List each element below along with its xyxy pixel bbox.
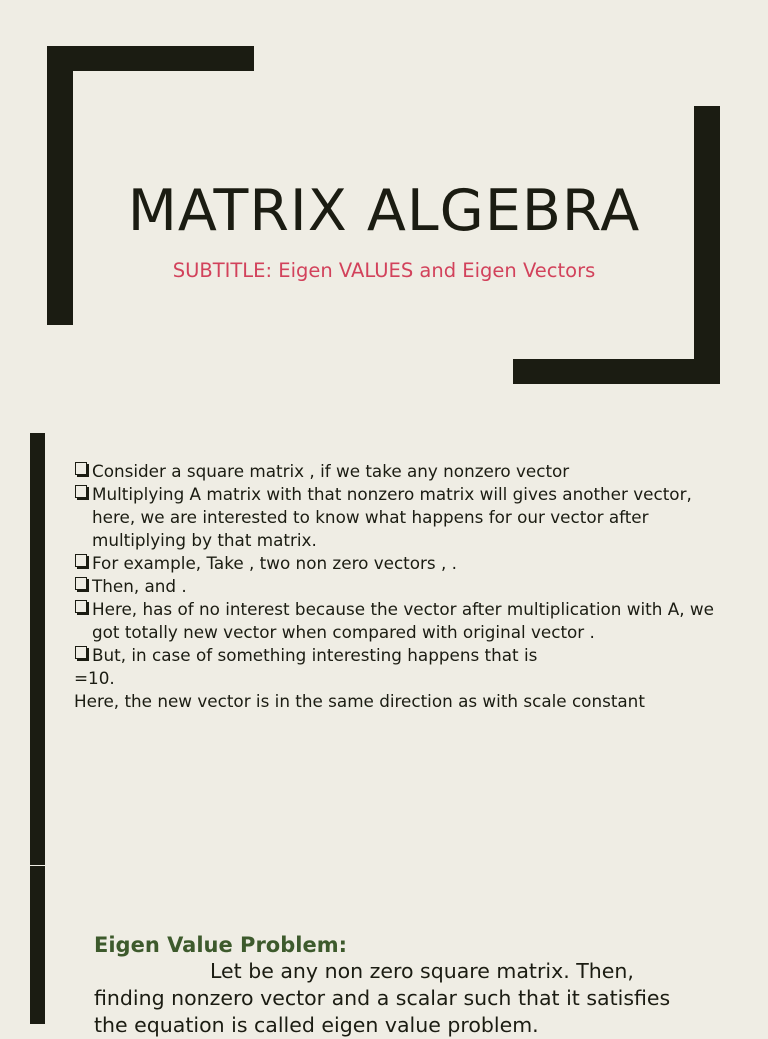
frame-bottom-right-vertical bbox=[694, 106, 720, 384]
continuation-line: Here, the new vector is in the same direction as with scale constant bbox=[74, 691, 645, 711]
checkbox-bullet-icon bbox=[75, 646, 87, 659]
checkbox-bullet-icon bbox=[75, 577, 87, 590]
list-item bbox=[74, 483, 714, 552]
bullet-text: Then, and . bbox=[92, 576, 187, 596]
frame-bottom-right-horizontal bbox=[513, 359, 720, 384]
bullet-text: For example, Take , two non zero vectors , . bbox=[92, 553, 458, 573]
list-item bbox=[74, 460, 714, 483]
frame-top-left-horizontal bbox=[47, 46, 254, 71]
section-body: Let be any non zero square matrix. Then, finding nonzero vector and a scalar such that it satisfies the equation is called eigen value problem. bbox=[94, 959, 671, 1037]
list-item bbox=[74, 644, 714, 667]
checkbox-bullet-icon bbox=[75, 462, 87, 475]
list-item bbox=[74, 552, 714, 575]
checkbox-bullet-icon bbox=[75, 485, 87, 498]
slide3-accent-bar bbox=[30, 866, 45, 1024]
bullet-text: But, in case of something interesting happens that is bbox=[92, 645, 538, 665]
bullet-text: Here, has of no interest because the vector after multiplication with A, we got totally new vector when compared with original vector . bbox=[92, 599, 714, 642]
slide2-accent-bar bbox=[30, 433, 45, 865]
list-item bbox=[74, 575, 714, 598]
checkbox-bullet-icon bbox=[75, 554, 87, 567]
bullet-text: Multiplying A matrix with that nonzero matrix will gives another vector, here, we are interested to know what happens for our vector after multiplying by that matrix. bbox=[92, 484, 692, 550]
section-heading: Eigen Value Problem: bbox=[94, 933, 347, 957]
slide-title: MATRIX ALGEBRA bbox=[127, 178, 641, 244]
checkbox-bullet-icon bbox=[75, 600, 87, 613]
continuation-line: =10. bbox=[74, 668, 115, 688]
bullet-text: Consider a square matrix , if we take any nonzero vector bbox=[92, 461, 570, 481]
list-item bbox=[74, 598, 714, 644]
bullet-list bbox=[74, 460, 714, 713]
slide-subtitle: SUBTITLE: Eigen VALUES and Eigen Vectors bbox=[172, 259, 596, 282]
